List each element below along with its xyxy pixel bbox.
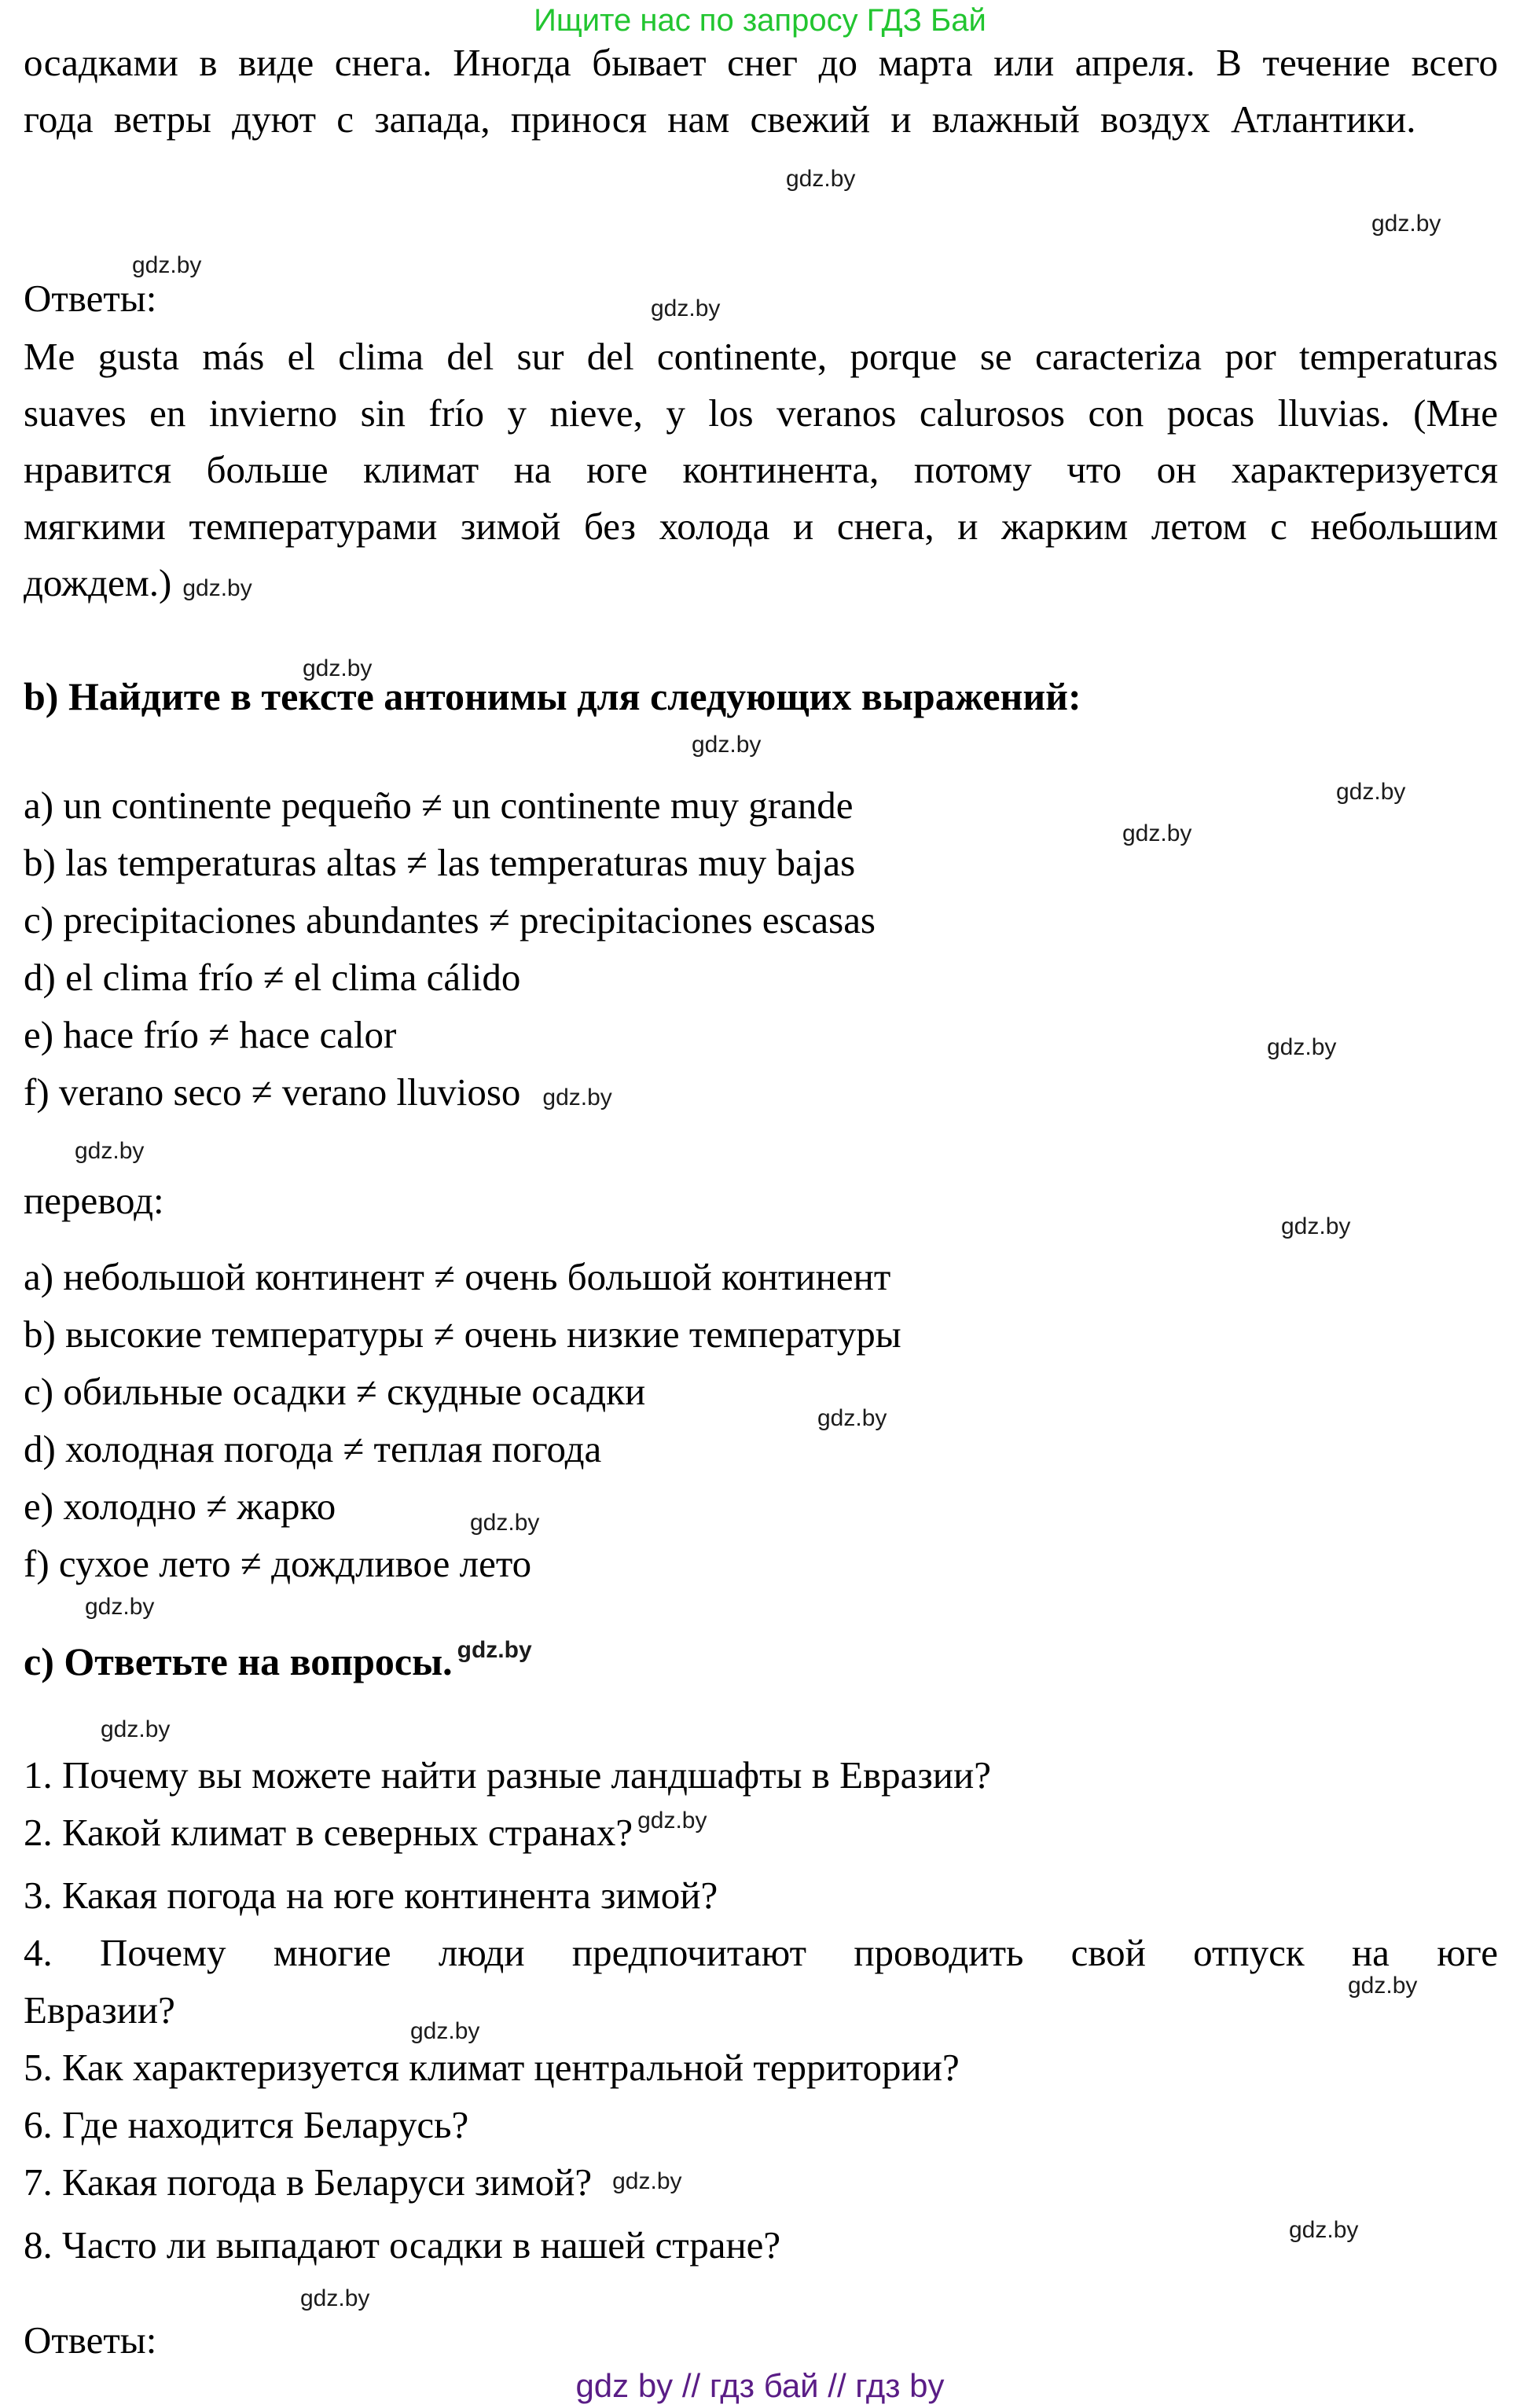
antonym-list-ru [24, 1248, 1498, 1592]
antonym-item-es [24, 1063, 1498, 1126]
task-c-heading-text: c) Ответьте на вопросы. [24, 1639, 453, 1683]
antonym-item-ru: b) высокие температуры ≠ очень низкие температуры [24, 1312, 901, 1356]
question-item: 5. Как характеризуется климат центральной территории? [24, 2046, 960, 2089]
intro-paragraph: осадками в виде снега. Иногда бывает снег до марта или апреля. В течение всего года ветры дуют с запада, принося нам свежий и влажный воздух Атлантики. [24, 41, 1498, 141]
gdz-watermark: gdz.by [612, 2168, 682, 2194]
antonym-item-es: b) las temperaturas altas ≠ las temperaturas muy bajas [24, 841, 856, 884]
question-item: 3. Какая погода на юге континента зимой? [24, 1874, 718, 1917]
gdz-watermark: gdz.by [85, 1594, 155, 1620]
gdz-watermark: gdz.by [303, 655, 373, 681]
answer-paragraph-text: Me gusta más el clima del sur del continente, porque se caracteriza por temperaturas suaves en invierno sin frío y nieve, y los veranos calurosos con pocas lluvias. (Мне нравится больше климат на юге континента, потому что он характеризуется мягкими температурами зимой без холода и снега, и жарким летом с небольшим дождем.) [24, 335, 1498, 604]
antonym-item-es: d) el clima frío ≠ el clima cálido [24, 956, 521, 999]
question-item: 6. Где находится Беларусь? [24, 2103, 469, 2146]
question-item [24, 2153, 1498, 2216]
gdz-watermark: gdz.by [692, 732, 762, 758]
question-item-text: 7. Какая погода в Беларуси зимой? [24, 2160, 593, 2204]
gdz-watermark: gdz.by [1122, 820, 1192, 846]
gdz-watermark: gdz.by [1336, 779, 1406, 805]
gdz-watermark: gdz.by [1289, 2217, 1359, 2243]
gdz-watermark: gdz.by [1371, 211, 1441, 237]
gdz-watermark: gdz.by [101, 1716, 171, 1742]
antonym-item-es: e) hace frío ≠ hace calor [24, 1013, 397, 1056]
gdz-watermark: gdz.by [1348, 1973, 1418, 1999]
antonym-list-es [24, 776, 1498, 1126]
gdz-watermark: gdz.by [817, 1405, 887, 1431]
answers-label: Ответы: [24, 277, 157, 320]
question-item: 1. Почему вы можете найти разные ландшафты в Евразии? [24, 1753, 991, 1797]
gdz-watermark: gdz.by [300, 2285, 370, 2311]
task-c-heading [24, 1636, 1498, 1693]
gdz-watermark: gdz.by [1267, 1034, 1337, 1060]
antonym-item-ru: a) небольшой континент ≠ очень большой континент [24, 1255, 891, 1298]
site-banner: Ищите нас по запросу ГДЗ Бай [534, 3, 986, 38]
gdz-watermark: gdz.by [410, 2018, 480, 2044]
answer-paragraph [24, 329, 1498, 617]
antonym-item-ru: d) холодная погода ≠ теплая погода [24, 1427, 602, 1470]
gdz-watermark: gdz.by [1281, 1213, 1351, 1239]
gdz-watermark: gdz.by [542, 1085, 612, 1110]
antonym-item-es-text: f) verano seco ≠ verano lluvioso [24, 1070, 521, 1114]
antonym-item-es: c) precipitaciones abundantes ≠ precipitaciones escasas [24, 898, 876, 942]
gdz-watermark: gdz.by [470, 1510, 540, 1536]
footer-banner: gdz by // гдз бай // гдз by [575, 2367, 945, 2404]
gdz-watermark: gdz.by [651, 295, 721, 321]
question-item-text: 2. Какой климат в северных странах? [24, 1811, 633, 1854]
gdz-watermark: gdz.by [637, 1808, 707, 1834]
antonym-item-ru: f) сухое лето ≠ дождливое лето [24, 1542, 532, 1585]
gdz-watermark: gdz.by [786, 166, 856, 192]
antonym-item-es: a) un continente pequeño ≠ un continente muy grande [24, 784, 854, 827]
gdz-watermark: gdz.by [457, 1637, 532, 1663]
question-item: 4. Почему многие люди предпочитают проводить свой отпуск на юге Евразии? [24, 1931, 1498, 2032]
gdz-watermark: gdz.by [132, 252, 202, 278]
answers-label: Ответы: [24, 2318, 157, 2362]
question-item: 8. Часто ли выпадают осадки в нашей стране? [24, 2223, 781, 2267]
gdz-watermark: gdz.by [75, 1138, 145, 1164]
task-b-heading: b) Найдите в тексте антонимы для следующих выражений: [24, 674, 1081, 718]
question-item [24, 1804, 1498, 1867]
antonym-item-ru: e) холодно ≠ жарко [24, 1485, 336, 1528]
question-list [24, 1746, 1498, 2274]
gdz-watermark: gdz.by [182, 575, 252, 601]
translation-label: перевод: [24, 1179, 164, 1222]
antonym-item-ru: c) обильные осадки ≠ скудные осадки [24, 1370, 646, 1413]
